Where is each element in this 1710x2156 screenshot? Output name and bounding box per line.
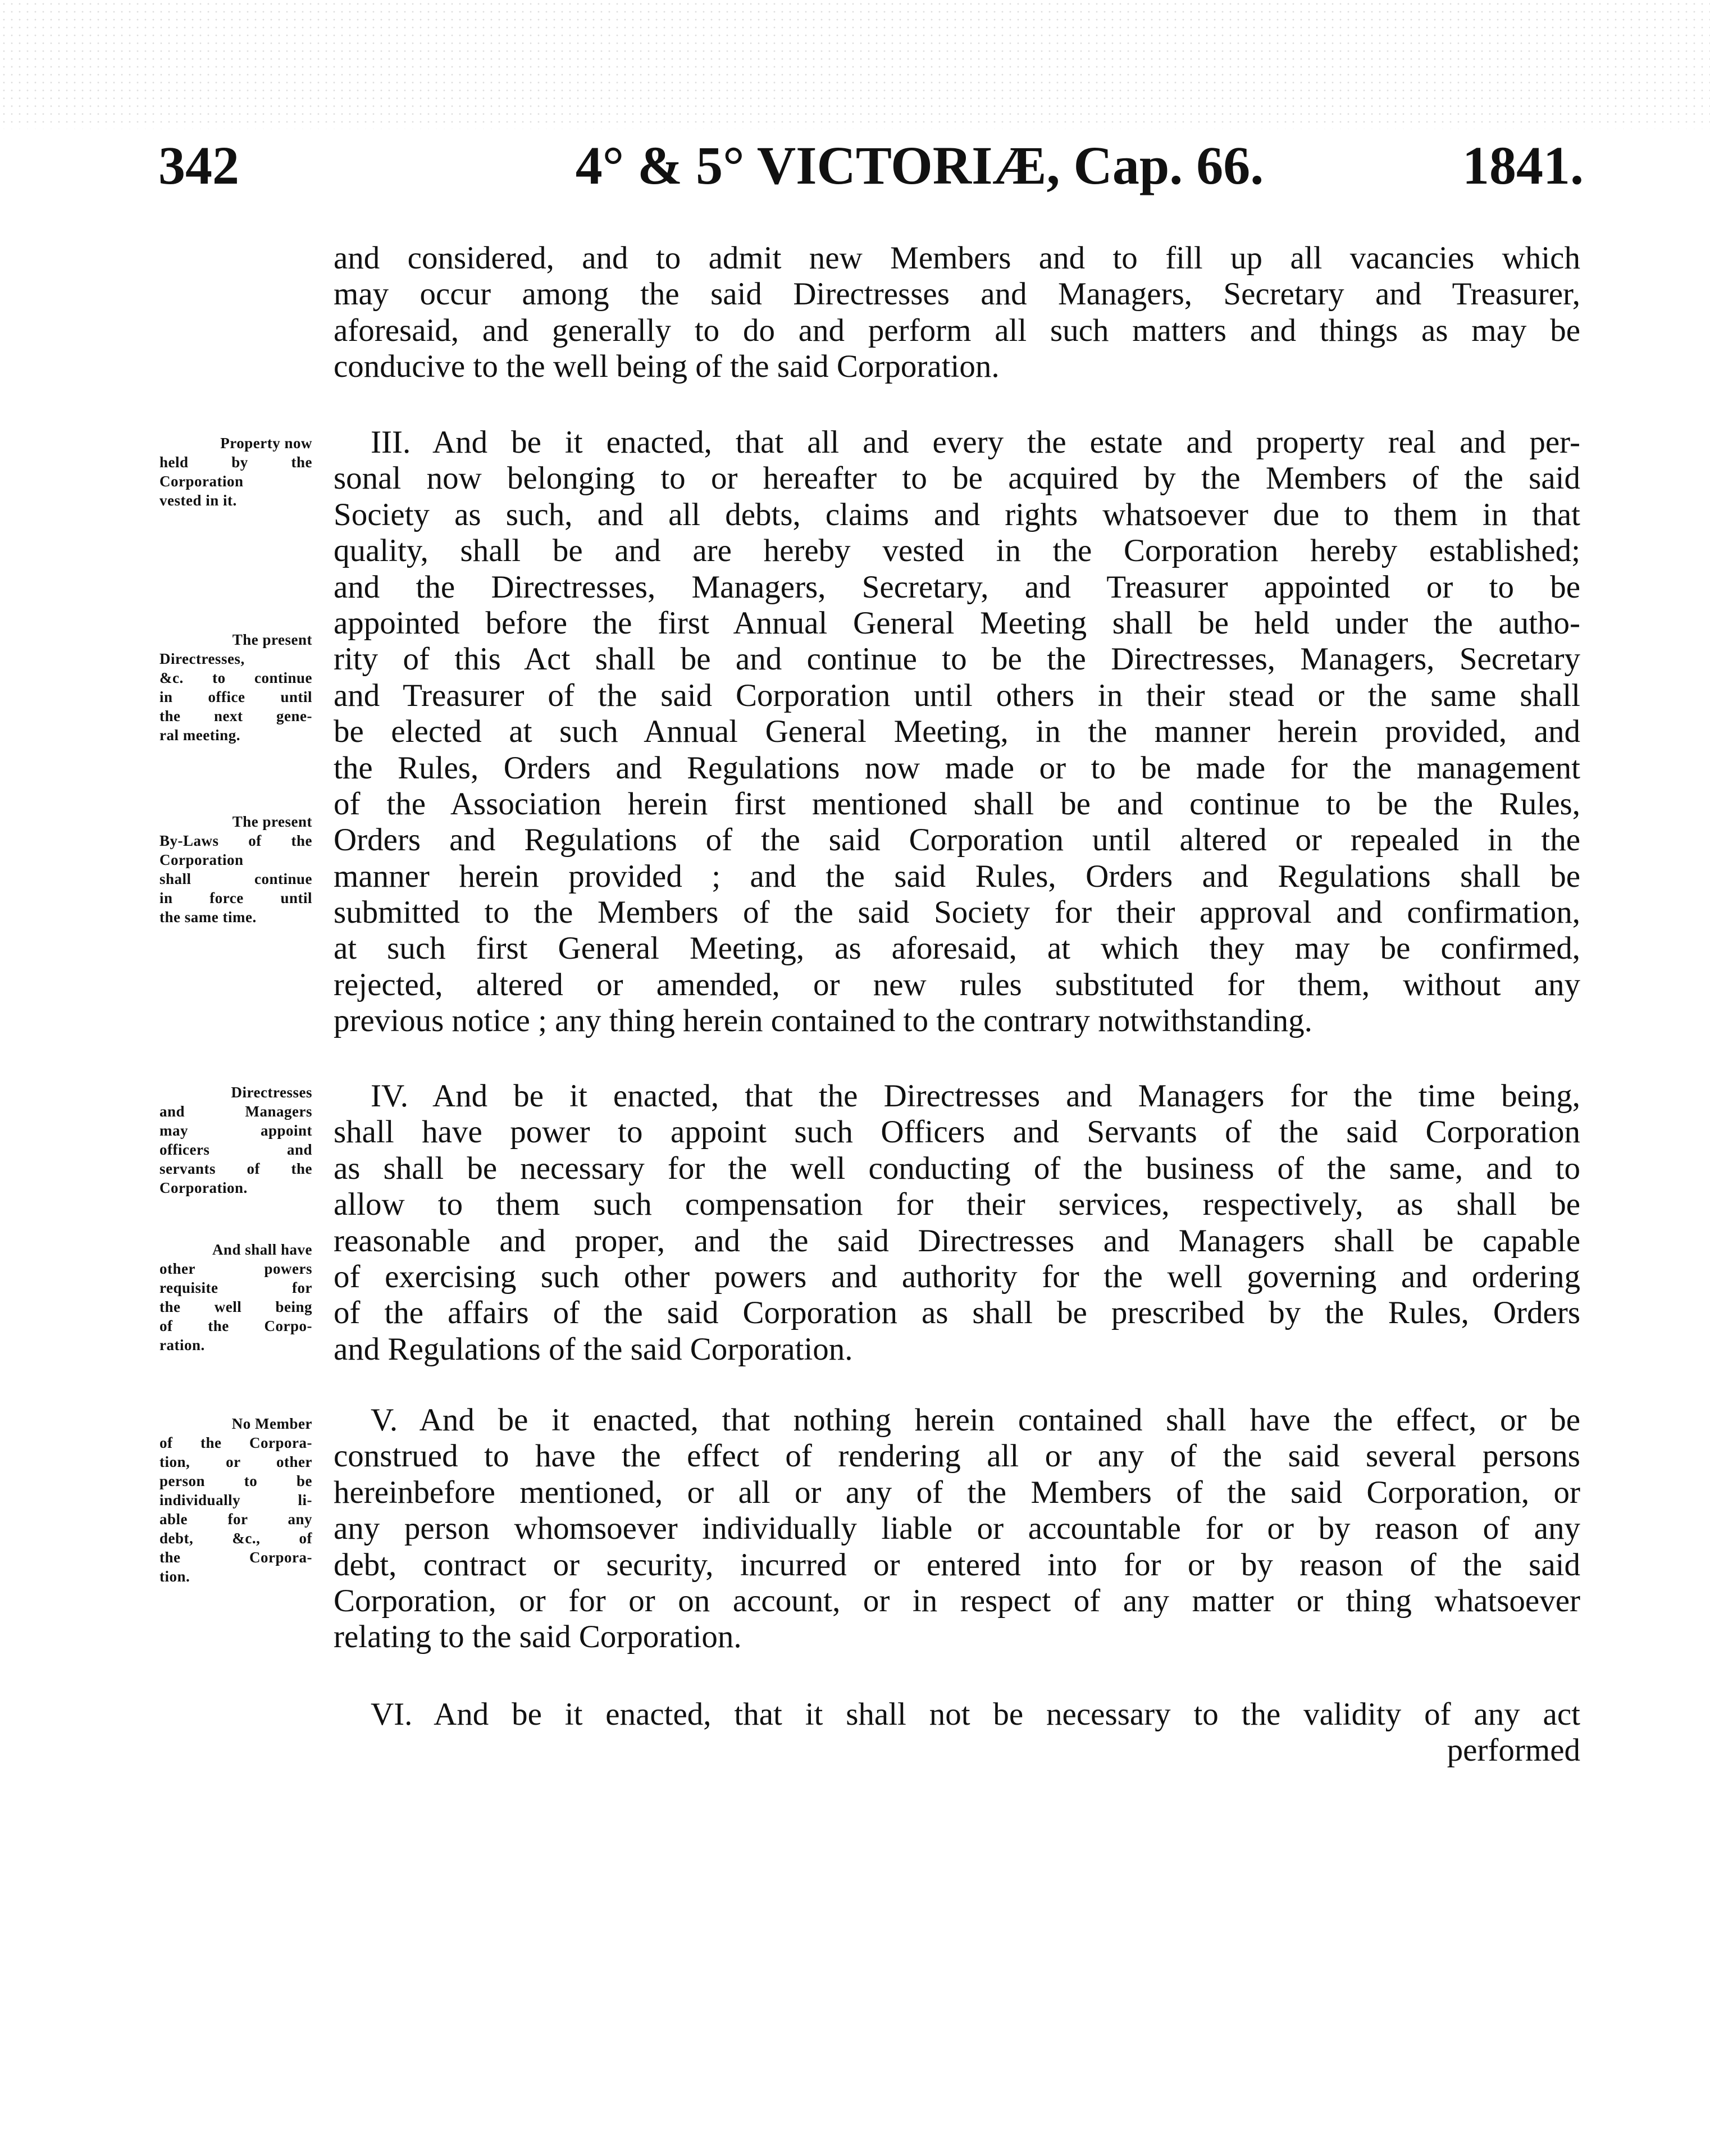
- margin-note-line: the next gene-: [159, 708, 312, 724]
- margin-note-line: person to be: [159, 1473, 312, 1489]
- text-line: hereinbefore mentioned, or all or any of the Members of the said Corporation, or: [334, 1474, 1580, 1510]
- text-line: as shall be necessary for the well conducting of the business of the same, and to: [334, 1150, 1580, 1186]
- text-line: conducive to the well being of the said Corporation.: [334, 349, 1000, 385]
- page-number: 342: [158, 135, 239, 195]
- margin-note-line: ration.: [159, 1337, 205, 1353]
- margin-note-line: The present: [232, 813, 312, 830]
- year: 1841.: [1462, 135, 1584, 195]
- margin-note-line: officers and: [159, 1141, 312, 1158]
- text-line: may occur among the said Directresses and Managers, Secretary and Treasurer,: [334, 276, 1580, 312]
- margin-note-line: able for any: [159, 1511, 312, 1528]
- text-line: and the Directresses, Managers, Secretary, and Treasurer appointed or to be: [334, 569, 1580, 605]
- text-line: appointed before the first Annual General Meeting shall be held under the autho-: [334, 605, 1580, 641]
- margin-note-property-vested: [159, 434, 312, 510]
- paragraph-continuation: [334, 240, 1580, 385]
- margin-note-line: By-Laws of the: [159, 832, 312, 849]
- margin-note-bylaws-continue: [159, 812, 312, 927]
- text-line: shall have power to appoint such Officers and Servants of the said Corporation: [334, 1114, 1580, 1150]
- margin-note-line: in office until: [159, 689, 312, 705]
- text-line: and considered, and to admit new Members and to fill up all vacancies which: [334, 240, 1580, 276]
- text-line: of the affairs of the said Corporation as shall be prescribed by the Rules, Orders: [334, 1295, 1580, 1331]
- text-line: sonal now belonging to or hereafter to be acquired by the Members of the said: [334, 461, 1580, 496]
- text-line: relating to the said Corporation.: [334, 1619, 742, 1655]
- text-line: III. And be it enacted, that all and every the estate and property real and per-: [371, 425, 1580, 460]
- text-line: V. And be it enacted, that nothing herein contained shall have the effect, or be: [371, 1402, 1580, 1438]
- margin-note-line: Corporation: [159, 851, 244, 868]
- text-line: be elected at such Annual General Meeting, in the manner herein provided, and: [334, 714, 1580, 750]
- margin-note-line: debt, &c., of: [159, 1530, 312, 1547]
- margin-note-line: tion.: [159, 1568, 190, 1585]
- text-line: aforesaid, and generally to do and perform all such matters and things as may be: [334, 312, 1580, 348]
- margin-note-line: ral meeting.: [159, 727, 240, 744]
- margin-note-line: The present: [232, 631, 312, 648]
- text-line: of the Association herein first mentioned shall be and continue to be the Rules,: [334, 786, 1580, 822]
- margin-note-line: the same time.: [159, 909, 257, 926]
- margin-note-line: Corporation: [159, 473, 244, 490]
- margin-note-line: of the Corpora-: [159, 1434, 312, 1451]
- text-line: Society as such, and all debts, claims and rights whatsoever due to them in that: [334, 496, 1580, 532]
- margin-note-appoint-officers: [159, 1083, 312, 1197]
- margin-note-line: Directresses,: [159, 650, 245, 667]
- margin-note-line: and Managers: [159, 1103, 312, 1120]
- section-iii: [334, 425, 1580, 1040]
- margin-note-line: individually li-: [159, 1492, 312, 1508]
- text-line: previous notice ; any thing herein contained to the contrary notwithstanding.: [334, 1003, 1312, 1039]
- margin-note-line: servants of the: [159, 1160, 312, 1177]
- margin-note-line: Property now: [220, 435, 312, 452]
- text-line: construed to have the effect of rendering all or any of the said several persons: [334, 1438, 1580, 1474]
- margin-note-line: Directresses: [231, 1084, 312, 1101]
- margin-note-line: in force until: [159, 890, 312, 906]
- section-vi: [334, 1697, 1580, 1769]
- margin-note-line: vested in it.: [159, 492, 237, 509]
- margin-note-line: held by the: [159, 454, 312, 471]
- text-line: and Regulations of the said Corporation.: [334, 1331, 853, 1367]
- text-line: Corporation, or for or on account, or in respect of any matter or thing whatsoever: [334, 1583, 1580, 1619]
- text-line: submitted to the Members of the said Society for their approval and confirmation,: [334, 895, 1580, 931]
- text-line: performed: [1447, 1733, 1580, 1768]
- text-line: of exercising such other powers and authority for the well governing and ordering: [334, 1259, 1580, 1294]
- text-line: and Treasurer of the said Corporation until others in their stead or the same shall: [334, 677, 1580, 713]
- text-line: any person whomsoever individually liable or accountable for or by reason of any: [334, 1511, 1580, 1547]
- margin-note-line: other powers: [159, 1260, 312, 1277]
- text-line: Orders and Regulations of the said Corporation until altered or repealed in the: [334, 822, 1580, 858]
- text-line: reasonable and proper, and the said Directresses and Managers shall be capable: [334, 1223, 1580, 1259]
- margin-note-line: And shall have: [212, 1241, 312, 1258]
- section-v: [334, 1402, 1580, 1656]
- text-line: quality, shall be and are hereby vested in the Corporation hereby established;: [334, 533, 1580, 569]
- text-line: debt, contract or security, incurred or entered into for or by reason of the said: [334, 1547, 1580, 1583]
- margin-note-no-liability: [159, 1414, 312, 1586]
- running-title: 4° & 5° VICTORIÆ, Cap. 66.: [575, 135, 1264, 195]
- margin-note-line: tion, or other: [159, 1453, 312, 1470]
- scan-texture: [0, 0, 1710, 129]
- margin-note-other-powers: [159, 1240, 312, 1355]
- margin-note-line: of the Corpo-: [159, 1318, 312, 1334]
- text-line: rejected, altered or amended, or new rules substituted for them, without any: [334, 967, 1580, 1002]
- margin-note-directresses-continue: [159, 630, 312, 745]
- text-line: the Rules, Orders and Regulations now made or to be made for the management: [334, 750, 1580, 786]
- margin-note-line: may appoint: [159, 1122, 312, 1139]
- text-line: at such first General Meeting, as aforesaid, at which they may be confirmed,: [334, 931, 1580, 967]
- margin-note-line: requisite for: [159, 1279, 312, 1296]
- text-line: VI. And be it enacted, that it shall not be necessary to the validity of any act: [371, 1697, 1580, 1732]
- section-iv: [334, 1078, 1580, 1368]
- text-line: rity of this Act shall be and continue to be the Directresses, Managers, Secretary: [334, 641, 1580, 677]
- margin-note-line: the well being: [159, 1298, 312, 1315]
- margin-note-line: shall continue: [159, 870, 312, 887]
- text-line: IV. And be it enacted, that the Directresses and Managers for the time being,: [371, 1078, 1580, 1114]
- margin-note-line: Corporation.: [159, 1179, 248, 1196]
- text-line: allow to them such compensation for their services, respectively, as shall be: [334, 1187, 1580, 1223]
- margin-note-line: &c. to continue: [159, 669, 312, 686]
- margin-note-line: No Member: [231, 1415, 312, 1432]
- text-line: manner herein provided ; and the said Rules, Orders and Regulations shall be: [334, 858, 1580, 894]
- margin-note-line: the Corpora-: [159, 1549, 312, 1566]
